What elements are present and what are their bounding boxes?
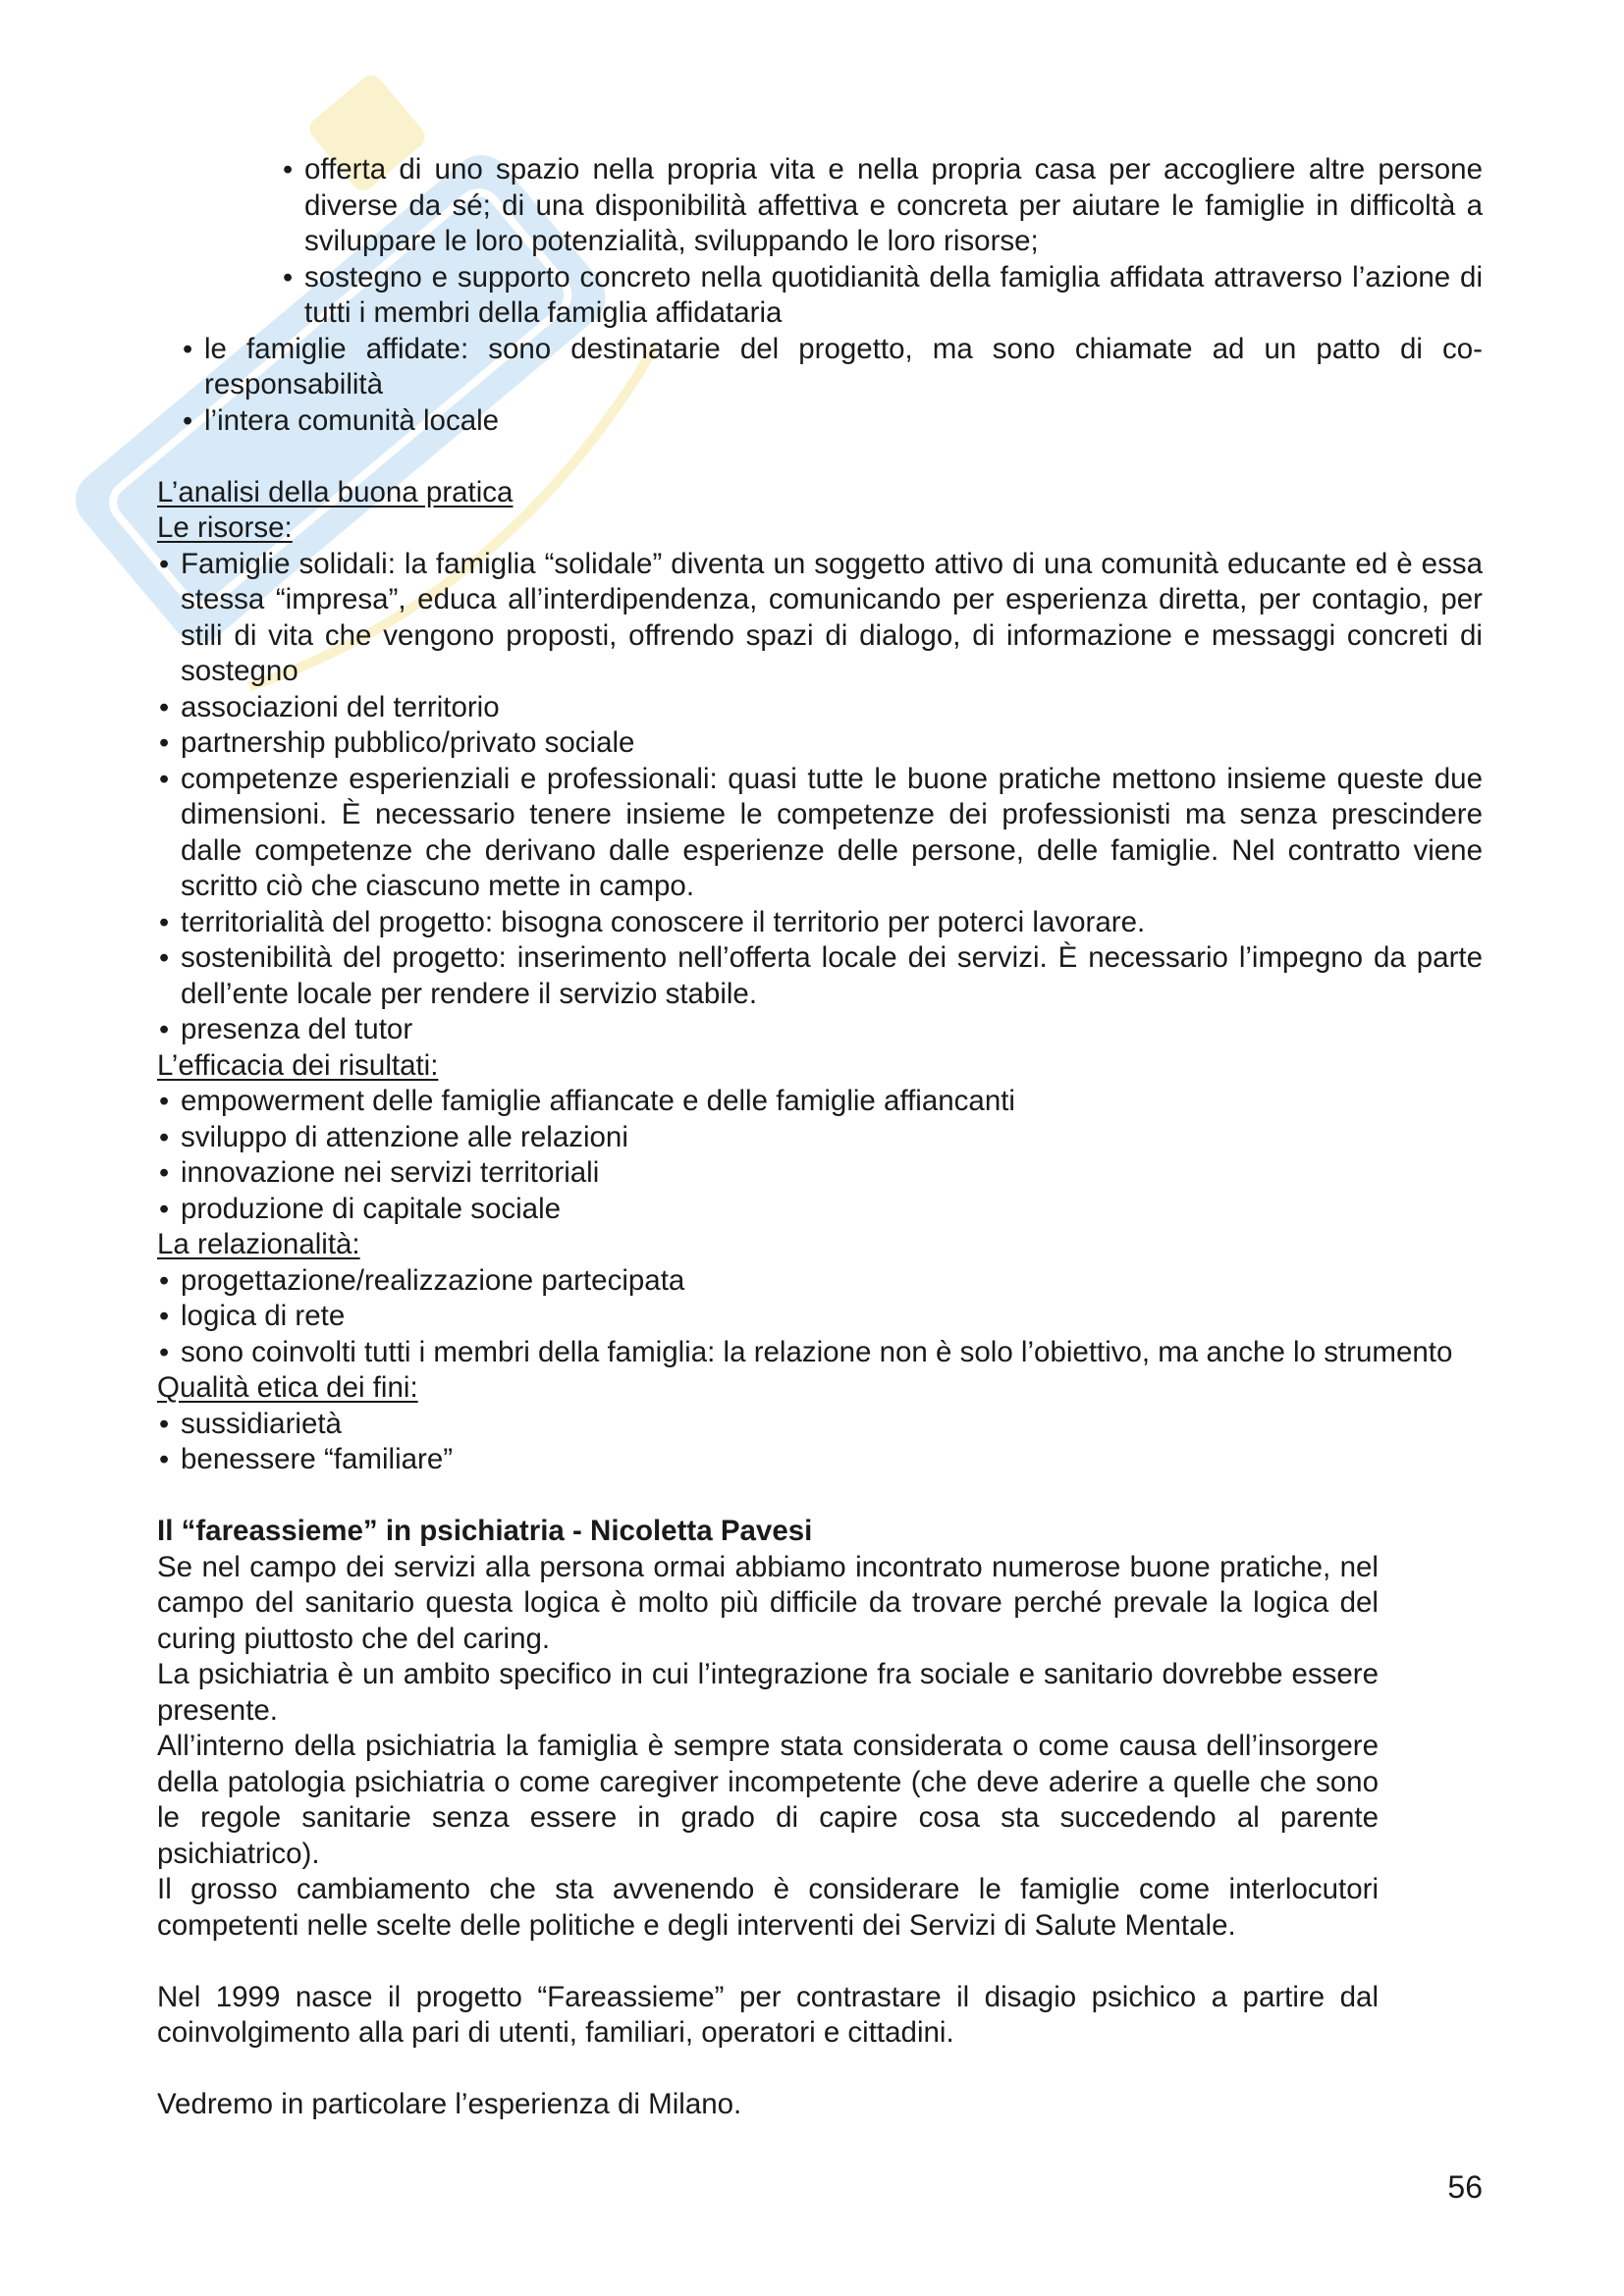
- list-item: • progettazione/realizzazione partecipata: [157, 1263, 1483, 1300]
- bullet-icon: •: [183, 404, 193, 437]
- spacer: [157, 1478, 1483, 1515]
- list-item: • logica di rete: [157, 1299, 1483, 1335]
- list-item: • presenza del tutor: [157, 1012, 1483, 1048]
- list-item: • offerta di uno spazio nella propria vita e nella propria casa per accogliere altre persone diverse da sé; di una disponibilità affettiva e concreta per aiutare le famiglie in difficoltà a sviluppare le loro potenzialità, sviluppando le loro risorse;: [283, 153, 1483, 257]
- bullet-icon: •: [159, 1301, 170, 1332]
- list-item: • sostenibilità del progetto: inserimento nell’offerta locale dei servizi. È necessario l’impegno da parte dell’ente locale per rendere il servizio stabile.: [159, 941, 1483, 1010]
- bullet-icon: •: [283, 154, 294, 186]
- list-item: • benessere “familiare”: [157, 1442, 1483, 1478]
- bullet-icon: •: [159, 1444, 170, 1475]
- list-item: • sussidiarietà: [157, 1407, 1483, 1443]
- bullet-icon: •: [159, 1157, 170, 1189]
- list-item: • Famiglie solidali: la famiglia “solidale” diventa un soggetto attivo di una comunità educante ed è essa stessa “impresa”, educa all’interdipendenza, comunicando per esperienza diretta, per contagio, per stili di vita che vengono proposti, offrendo spazi di dialogo, di informazione e messaggi concreti di sostegno: [159, 547, 1483, 687]
- spacer: [157, 2052, 1483, 2088]
- list-item: • le famiglie affidate: sono destinatarie del progetto, ma sono chiamate ad un patto di co-responsabilità: [183, 332, 1483, 400]
- list-item: • produzione di capitale sociale: [157, 1192, 1483, 1228]
- paragraph: Il grosso cambiamento che sta avvenendo è considerare le famiglie come interlocutori competenti nelle scelte delle politiche e degli interventi dei Servizi di Salute Mentale.: [157, 1873, 1379, 1942]
- spacer: [157, 1944, 1483, 1980]
- list-item: • partnership pubblico/privato sociale: [157, 725, 1483, 762]
- bullet-icon: •: [159, 942, 170, 974]
- paragraph: Nel 1999 nasce il progetto “Fareassieme” per contrastare il disagio psichico a partire dal coinvolgimento alla pari di utenti, familiari, operatori e cittadini.: [157, 1980, 1379, 2049]
- list-item: • empowerment delle famiglie affiancate e delle famiglie affiancanti: [157, 1084, 1483, 1120]
- bullet-icon: •: [183, 333, 193, 365]
- paragraph: Se nel campo dei servizi alla persona ormai abbiamo incontrato numerose buone pratiche, nel campo del sanitario questa logica è molto più difficile da trovare perché prevale la logica del curing piuttosto che del caring.: [157, 1550, 1379, 1655]
- page-number: 56: [1447, 2169, 1483, 2205]
- list-item: • l’intera comunità locale: [181, 403, 1483, 440]
- paragraph: All’interno della psichiatria la famiglia è sempre stata considerata o come causa dell’insorgere della patologia psichiatria o come caregiver incompetente (che deve aderire a quelle che sono le regole sanitarie senza essere in grado di capire cosa sta succedendo al parente psichiatrico).: [157, 1730, 1379, 1870]
- list-item: • territorialità del progetto: bisogna conoscere il territorio per poterci lavorare.: [157, 905, 1483, 941]
- bullet-icon: •: [159, 691, 170, 723]
- bullet-icon: •: [159, 1408, 170, 1440]
- bullet-icon: •: [159, 1264, 170, 1297]
- efficacia-heading: L’efficacia dei risultati:: [157, 1048, 439, 1082]
- bullet-icon: •: [159, 1336, 170, 1368]
- section-title: Il “fareassieme” in psichiatria - Nicoletta Pavesi: [157, 1515, 813, 1547]
- bullet-icon: •: [159, 1086, 170, 1117]
- list-item: • sviluppo di attenzione alle relazioni: [157, 1120, 1483, 1156]
- section-subheading: L’analisi della buona pratica: [157, 475, 514, 508]
- spacer: [157, 439, 1483, 475]
- paragraph: La psichiatria è un ambito specifico in cui l’integrazione fra sociale e sanitario dovrebbe essere presente.: [157, 1658, 1379, 1727]
- bullet-icon: •: [283, 261, 294, 294]
- bullet-icon: •: [159, 548, 170, 580]
- list-item: • innovazione nei servizi territoriali: [157, 1155, 1483, 1192]
- list-item: • associazioni del territorio: [157, 690, 1483, 726]
- bullet-icon: •: [159, 906, 170, 938]
- bullet-icon: •: [159, 1014, 170, 1045]
- list-item: • competenze esperienziali e professionali: quasi tutte le buone pratiche mettono insieme queste due dimensioni. È necessario tenere insieme le competenze dei professionisti ma senza prescindere dalle competenze che derivano dalle esperienze delle persone, delle famiglie. Nel contratto viene scritto ciò che ciascuno mette in campo.: [159, 762, 1483, 902]
- bullet-icon: •: [159, 727, 170, 759]
- page-body: [157, 152, 1483, 2123]
- paragraph: Vedremo in particolare l’esperienza di Milano.: [157, 2088, 742, 2120]
- list-item: • sono coinvolti tutti i membri della famiglia: la relazione non è solo l’obiettivo, ma anche lo strumento: [157, 1335, 1483, 1371]
- bullet-icon: •: [159, 1193, 170, 1225]
- qualita-heading: Qualità etica dei fini:: [157, 1371, 418, 1404]
- list-item: • sostegno e supporto concreto nella quotidianità della famiglia affidata attraverso l’azione di tutti i membri della famiglia affidataria: [283, 260, 1483, 329]
- bullet-icon: •: [159, 763, 170, 795]
- risorse-heading: Le risorse:: [157, 511, 293, 544]
- bullet-icon: •: [159, 1121, 170, 1153]
- relazionalita-heading: La relazionalità:: [157, 1228, 360, 1260]
